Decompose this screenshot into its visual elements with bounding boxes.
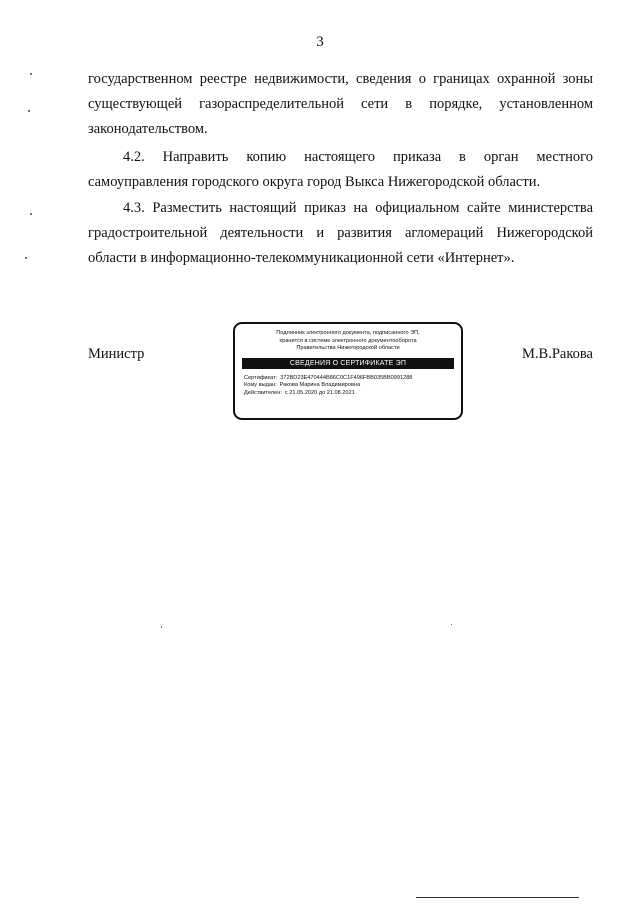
stamp-header <box>235 330 461 353</box>
paragraph-text: 4.3. Разместить настоящий приказ на официальном сайте министерства градостроительной деятельности и развития агломераций Нижегородской области в информационно-телекоммуникационной сети «Интернет». <box>88 200 593 266</box>
stamp-validity-row <box>244 390 461 398</box>
scan-speck <box>161 626 162 628</box>
stamp-certificate-banner: СВЕДЕНИЯ О СЕРТИФИКАТЕ ЭП <box>242 358 454 369</box>
bottom-rule <box>416 897 579 898</box>
scan-speck <box>28 110 30 112</box>
paragraph-land-registry <box>88 67 593 142</box>
validity-value: с 21.05.2020 до 21.08.2021 <box>284 389 355 396</box>
issued-to-label: Кому выдан: <box>244 382 277 388</box>
signatory-name: М.В.Ракова <box>522 346 593 362</box>
stamp-header-line: Подлинник электронного документа, подписанного ЭП, <box>276 330 420 336</box>
scan-speck <box>451 624 452 625</box>
stamp-issued-to-row <box>244 382 461 390</box>
paragraph-text: 4.2. Направить копию настоящего приказа в орган местного самоуправления городского округа город Выкса Нижегородской области. <box>88 149 593 190</box>
stamp-header-line: Правительства Нижегородской области <box>296 345 400 351</box>
scan-speck <box>30 73 32 75</box>
paragraph-text: государственном реестре недвижимости, сведения о границах охранной зоны существующей газораспределительной сети в порядке, установленном законодательством. <box>88 71 593 137</box>
paragraph-4-2 <box>88 145 593 195</box>
scan-speck <box>30 213 32 215</box>
paragraph-4-3 <box>88 196 593 271</box>
validity-label: Действителен: <box>244 389 282 396</box>
stamp-certificate-details <box>244 375 461 398</box>
certificate-label: Сертификат: <box>244 374 278 381</box>
page-number: 3 <box>316 34 324 50</box>
stamp-certificate-row <box>244 375 461 383</box>
electronic-signature-stamp <box>233 322 463 420</box>
issued-to-value: Ракова Марина Владимировна <box>279 382 361 388</box>
scan-speck <box>25 257 27 259</box>
certificate-value: 372BD23E470444B86C0C1F496FBB035BB0991288 <box>280 374 413 381</box>
signatory-title: Министр <box>88 346 145 362</box>
stamp-header-line: хранится в системе электронного документооборота <box>279 337 417 344</box>
